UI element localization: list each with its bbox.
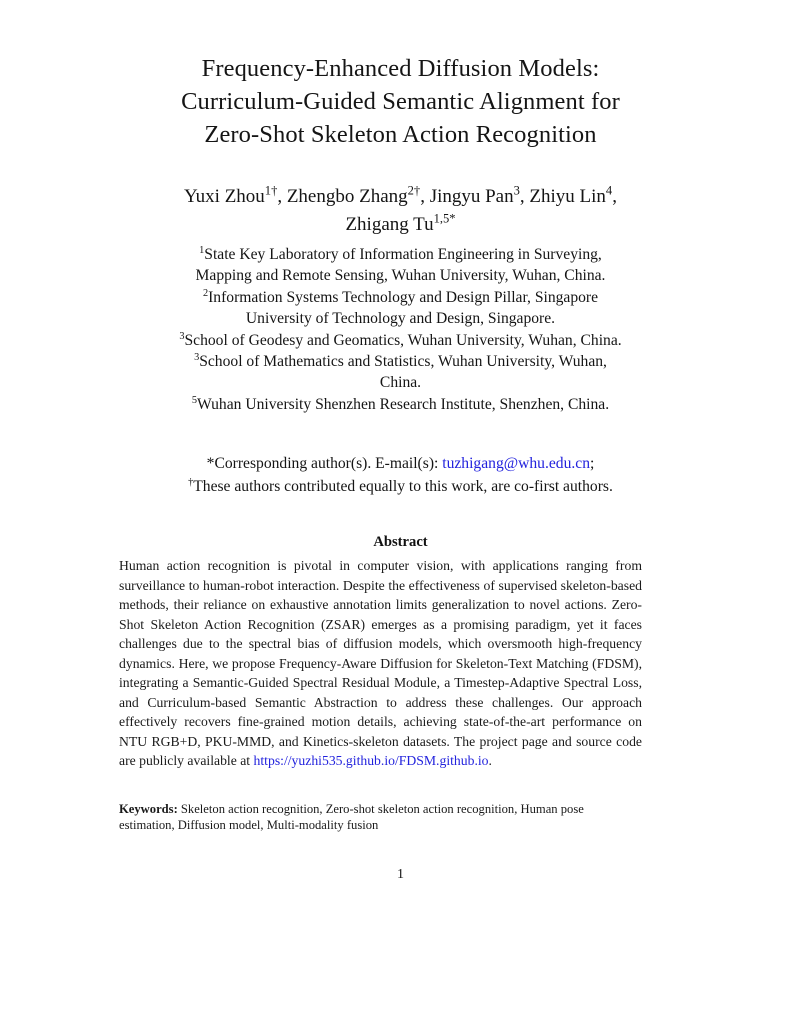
keywords-text: Skeleton action recognition, Zero-shot skeleton action recognition, Human pose estimation, Diffusion model, Multi-modality fusion: [119, 802, 584, 833]
abstract-text-end: .: [488, 753, 492, 769]
affiliation-3-text-1: School of Geodesy and Geomatics, Wuhan University, Wuhan, China.: [184, 331, 622, 349]
affiliation-1-line-2: Mapping and Remote Sensing, Wuhan University, Wuhan, China.: [195, 267, 606, 285]
paper-title: [100, 52, 701, 151]
affiliation-marker-3: 3: [179, 330, 185, 342]
equal-contribution-note: [80, 476, 721, 499]
abstract-body: [119, 556, 642, 771]
author-sup-zhengbo-zhang: 2†: [407, 183, 421, 198]
footnotes: [80, 453, 721, 498]
author-name-yuxi-zhou: Yuxi Zhou: [184, 186, 265, 207]
page-number: 1: [397, 867, 404, 882]
corresponding-author-suffix: ;: [590, 455, 595, 472]
affiliation-2-text-1: Information Systems Technology and Design Pillar, Singapore: [208, 288, 599, 306]
keywords: [119, 801, 642, 834]
affiliation-4-text-1: School of Mathematics and Statistics, Wuhan University, Wuhan,: [199, 353, 607, 371]
author-sep-1: , Zhengbo Zhang: [277, 186, 408, 207]
author-name-zhigang-tu: Zhigang Tu: [345, 214, 434, 235]
author-sup-jingyu-pan: 3: [513, 183, 520, 198]
author-sep-2: , Jingyu Pan: [420, 186, 514, 207]
abstract-heading: Abstract: [373, 534, 428, 550]
author-sup-zhigang-tu: 1,5*: [433, 211, 456, 226]
author-line-2: [80, 211, 721, 239]
title-line-1: Frequency-Enhanced Diffusion Models:: [201, 55, 600, 82]
dagger-icon: †: [188, 476, 194, 488]
corresponding-author-email-link[interactable]: tuzhigang@whu.edu.cn: [442, 455, 590, 472]
affiliation-3-line-1: [80, 330, 721, 351]
project-page-url-link[interactable]: https://yuzhi535.github.io/FDSM.github.io: [253, 753, 489, 769]
corresponding-author-note: [80, 453, 721, 476]
author-sep-4: ,: [612, 186, 617, 207]
abstract-paragraph: [119, 556, 642, 771]
affiliation-marker-2: 2: [202, 287, 209, 299]
affiliation-4-line-1: [80, 351, 721, 372]
author-list: [80, 183, 721, 239]
title-line-2: Curriculum-Guided Semantic Alignment for: [181, 88, 620, 115]
affiliation-list: [80, 244, 721, 415]
affiliation-marker-4: 3: [194, 351, 200, 363]
author-line-1: [80, 183, 721, 211]
affiliation-5-text-1: Wuhan University Shenzhen Research Institute, Shenzhen, China.: [197, 395, 610, 413]
affiliation-5-line-1: [80, 394, 721, 415]
equal-contribution-text: These authors contributed equally to this work, are co-first authors.: [193, 477, 613, 495]
affiliation-1-line-1: [80, 244, 721, 265]
affiliation-1-text-1: State Key Laboratory of Information Engineering in Surveying,: [204, 246, 602, 263]
affiliation-2-line-1: [80, 287, 721, 308]
keywords-label: Keywords:: [119, 802, 178, 816]
affiliation-marker-5: 5: [191, 394, 198, 406]
title-line-3: Zero-Shot Skeleton Action Recognition: [204, 121, 597, 148]
author-sep-3: , Zhiyu Lin: [519, 186, 606, 207]
abstract-text: Human action recognition is pivotal in computer vision, with applications ranging from surveillance to human-robot interaction. Despite the effectiveness of supervised skeleton-based methods, their reliance on exhaustive annotation limits generalization to novel actions. Zero-Shot Skeleton Action Recognition (ZSAR) emerges as a promising paradigm, yet it faces challenges due to the spectral bias of diffusion models, which oversmooth high-frequency dynamics. Here, we propose Frequency-Aware Diffusion for Skeleton-Text Matching (FDSM), integrating a Semantic-Guided Spectral Residual Module, a Timestep-Adaptive Spectral Loss, and Curriculum-based Semantic Abstraction to address these challenges. Our approach effectively recovers fine-grained motion details, achieving state-of-the-art performance on NTU RGB+D, PKU-MMD, and Kinetics-skeleton datasets. The project page and source code are publicly available at: [119, 558, 642, 769]
affiliation-marker-1: 1: [199, 244, 205, 256]
author-sup-zhiyu-lin: 4: [605, 183, 613, 198]
affiliation-2-line-2: University of Technology and Design, Singapore.: [245, 310, 556, 328]
corresponding-author-label: *Corresponding author(s). E-mail(s):: [206, 455, 443, 472]
author-sup-yuxi-zhou: 1†: [264, 183, 278, 198]
affiliation-4-line-2: China.: [379, 374, 422, 392]
